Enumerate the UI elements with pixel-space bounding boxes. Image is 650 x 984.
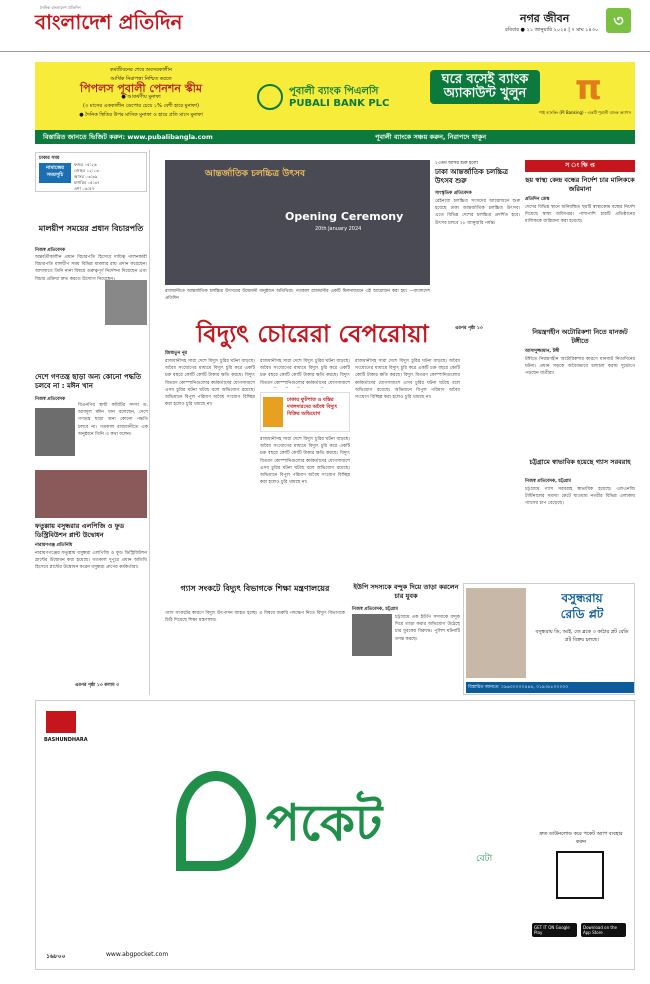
app-store-button[interactable]: Download on the App Store xyxy=(581,923,626,937)
article-headline[interactable]: গ্যাস সংকটে বিদ্যুৎ বিভাগকে শিক্ষা মন্ত্রণালয়ের xyxy=(180,584,330,593)
download-text: দ্রুত ডাউনলোড করে পকেট অ্যাপ ব্যবহার করুন xyxy=(539,831,623,845)
pocket-url[interactable]: www.abgpocket.com xyxy=(106,951,169,958)
plot-subtitle: রেডি প্লট xyxy=(560,607,604,621)
prayer-time: ফজর ০৫:২৬ xyxy=(74,162,97,167)
article-headline[interactable]: ঢাকা আন্তর্জাতিক চলচ্চিত্র উৎসব শুরু xyxy=(435,168,508,185)
prayer-times-list xyxy=(74,162,100,192)
ad-line: কর্মজীবনের শেষে অবসরকালীন xyxy=(110,67,172,73)
section-name: নগর জীবন xyxy=(520,12,570,25)
article-headline[interactable]: ইউপি সদস্যকে বন্দুক দিয়ে তাড়া করলেন চার যুবক xyxy=(353,583,459,600)
photo-caption: রাজধানীতে আন্তর্জাতিক চলচ্চিত্র উৎসবের উদ্বোধনী অনুষ্ঠানে অতিথিরা। গতকাল রাজধানীর একটি মিলনায়তনে এই আয়োজন করা হয়। —বাংলাদেশ প্রতিদিন xyxy=(165,289,430,302)
lead-body-col2b: রাজধানীসহ সারা দেশে বিদ্যুৎ চুরির ঘটনা বাড়ছে। অবৈধ সংযোগের মাধ্যমে বিদ্যুৎ চুরি করে একটি চক্র বছরে কোটি কোটি টাকার ক্ষতি করছে। বিদ্যুৎ বিতরণ কোম্পানিগুলোর কর্মকর্তাদের যোগসাজশে এসব চুরির ঘটনা ঘটছে বলে অভিযোগ রয়েছে। অভিযানে বিপুল পরিমাণ অবৈধ সংযোগ বিচ্ছিন্ন করা হলেও চুরি থামছে না। xyxy=(260,437,350,486)
lead-body-col1: রাজধানীসহ সারা দেশে বিদ্যুৎ চুরির ঘটনা বাড়ছে। অবৈধ সংযোগের মাধ্যমে বিদ্যুৎ চুরি করে একটি চক্র বছরে কোটি কোটি টাকার ক্ষতি করছে। বিদ্যুৎ বিতরণ কোম্পানিগুলোর কর্মকর্তাদের যোগসাজশে এসব চুরির ঘটনা ঘটছে বলে অভিযোগ রয়েছে। অভিযানে বিপুল পরিমাণ অবৈধ সংযোগ বিচ্ছিন্ন করা হলেও চুরি থামছে না। xyxy=(165,359,255,408)
hotline-number: ১৬৮০০ xyxy=(46,953,66,960)
masthead-tagline: দৈনিক বাংলাদেশ প্রতিদিন xyxy=(40,5,81,10)
left-column xyxy=(35,150,150,695)
photo-ceremony-text: Opening Ceremony xyxy=(285,210,404,223)
masthead[interactable]: বাংলাদেশ প্রতিদিন xyxy=(35,10,183,34)
brand-name: BASHUNDHARA xyxy=(44,737,88,743)
ad-bullet: (৩ মাসের এককালীন ডেপোর চেয়ে ১% বেশী হারে মুনাফা) xyxy=(83,103,199,109)
ad-website[interactable]: বিস্তারিত জানতে ভিজিট করুন: www.pubalibangla.com xyxy=(43,133,213,141)
plot-contact: বিস্তারিত জানতে: ০৯৬০০০০০৪৪৪, ০১৯৩৮৮০০০০০ xyxy=(466,682,634,693)
article-body: গ্যাস সংকটের কারণে বিদ্যুৎ উৎপাদন ব্যাহত হচ্ছে। এ বিষয়ে জরুরি পদক্ষেপ নিতে বিদ্যুৎ বিভাগকে চিঠি দিয়েছে শিক্ষা মন্ত্রণালয়। xyxy=(165,611,345,624)
byline: নিজস্ব প্রতিবেদক, চট্টগ্রাম xyxy=(352,607,398,612)
pocket-brand-text: পকেট xyxy=(266,794,383,852)
electric-pole-icon xyxy=(263,397,283,427)
lead-body-col3: রাজধানীসহ সারা দেশে বিদ্যুৎ চুরির ঘটনা বাড়ছে। অবৈধ সংযোগের মাধ্যমে বিদ্যুৎ চুরি করে একটি চক্র বছরে কোটি কোটি টাকার ক্ষতি করছে। বিদ্যুৎ বিতরণ কোম্পানিগুলোর কর্মকর্তাদের যোগসাজশে এসব চুরির ঘটনা ঘটছে বলে অভিযোগ রয়েছে। অভিযানে বিপুল পরিমাণ অবৈধ সংযোগ বিচ্ছিন্ন করা হলেও চুরি থামছে না। xyxy=(355,359,460,401)
lead-headline[interactable]: বিদ্যুৎ চোরেরা বেপরোয়া xyxy=(196,320,429,348)
bashundhara-logo-icon xyxy=(46,711,76,733)
man-with-laptop-photo xyxy=(466,588,526,678)
article-body: রেইনবো চলচ্চিত্র সংসদের আয়োজনে শুরু হয়েছে ঢাকা আন্তর্জাতিক চলচ্চিত্র উৎসব। এতে বিভিন্ন দেশের চলচ্চিত্র প্রদর্শিত হবে। উৎসব চলবে ২৮ জানুয়ারি পর্যন্ত। xyxy=(435,199,520,226)
byline: আসাদুজ্জামান, টঙ্গী xyxy=(525,349,560,354)
byline: জিন্নাতুন নূর xyxy=(165,351,187,356)
lead-body-col2: রাজধানীসহ সারা দেশে বিদ্যুৎ চুরির ঘটনা বাড়ছে। অবৈধ সংযোগের মাধ্যমে বিদ্যুৎ চুরি করে একটি চক্র বছরে কোটি কোটি টাকার ক্ষতি করছে। বিদ্যুৎ বিতরণ কোম্পানিগুলোর কর্মকর্তাদের যোগসাজশে xyxy=(260,359,350,386)
page-number-badge: ৩ xyxy=(606,8,631,33)
open-account-callout: ঘরে বসেই ব্যাংক অ্যাকাউন্ট খুলুন xyxy=(430,70,540,104)
byline: প্রতিদিন ডেস্ক xyxy=(525,197,550,202)
prayer-label: নামাজের সময়সূচি xyxy=(39,163,71,183)
ad-highlight: পিপলস পূবালী পেনশন স্কীম xyxy=(80,82,202,95)
pubali-bank-ad[interactable] xyxy=(35,62,635,130)
prayer-time: জোহর ১২:১৩ xyxy=(74,168,99,173)
plant-opening-photo xyxy=(35,470,147,518)
film-festival-article xyxy=(435,160,520,330)
article-body: টঙ্গীতে নিয়ন্ত্রণহীন অটোরিকশার কারণে যানজট নিত্যদিনের ঘটনা। প্রধান সড়কে অবৈধভাবে চলাচল করায় দুর্ভোগে পড়ছেন যাত্রীরা। xyxy=(525,357,635,377)
pi-banking-caption: পাই ব্যাংকিং (PI Banking) - একটি পূবালী ব্যাংক অ্যাপস xyxy=(538,110,632,115)
ad-slogan: পূবালী ব্যাংকে সঞ্চয় করুন, নিরাপদে থাকুন xyxy=(375,133,487,141)
beta-label: বেটা xyxy=(476,854,493,864)
moin-khan-photo xyxy=(35,408,75,456)
pubali-ad-strip xyxy=(35,130,635,144)
byline: নারায়ণগঞ্জ প্রতিনিধি xyxy=(35,543,73,548)
pocket-logo-icon xyxy=(176,771,256,871)
ad-bullet: ● দৈনিক স্থিতির উপর মাসিক মুনাফা ও হারে প্রতি মাসে মুনাফা xyxy=(79,112,203,118)
article-body: বিএনপির স্থায়ী কমিটির সদস্য ড. আবদুল মঈন খান বলেছেন, দেশে গণতন্ত্র ছাড়া অন্য কোনো পদ্ধতি চলবে না। গতকাল রাজধানীতে এক অনুষ্ঠানে তিনি এ কথা বলেন। xyxy=(78,403,148,437)
plot-desc: বসুন্ধরায় ডি, আই, জে ব্লকে ৩ কাঠার প্লট রেডি প্লট বিক্রয় চলছে। xyxy=(535,629,629,643)
byline: সাংস্কৃতিক প্রতিবেদক xyxy=(435,191,472,196)
article-body: চট্টগ্রামে গ্যাস সরবরাহ স্বাভাবিক হয়েছে। এলএনজি টার্মিনালের সমস্যা কেটে যাওয়ায় নগরীর বিভিন্ন এলাকায় গ্যাসের চাপ বেড়েছে। xyxy=(525,487,635,507)
ad-bullet: ● আকর্ষণীয় মুনাফা xyxy=(121,94,161,100)
right-column xyxy=(525,160,635,580)
bank-name-en: PUBALI BANK PLC xyxy=(289,98,390,109)
sidebar-title[interactable]: ঢাকায় ফুটপাত ও বস্তির দখলদারদের অবৈধ বিদ্যুৎ বিক্রির অভিযোগ xyxy=(287,397,338,417)
prayer-title: ঢাকার সময় xyxy=(39,156,60,161)
article-headline[interactable]: চট্টগ্রামে স্বাভাবিক হয়েছে গ্যাস সরবরাহ xyxy=(529,458,631,466)
continuation-note[interactable]: এরপর পৃষ্ঠা ১৩ xyxy=(455,326,483,331)
continuation-note[interactable]: এরপর পৃষ্ঠা ১৩ কলাম ৩ xyxy=(75,683,120,688)
briefs-label: স ং ক্ষি প্ত xyxy=(525,160,635,172)
pension-scheme-text xyxy=(41,66,241,120)
kicker: ২৩তম আসর শুরু হলো xyxy=(435,161,478,166)
qr-code-icon xyxy=(556,851,604,899)
prayer-time: আসর ০৩:৩৯ xyxy=(74,174,98,179)
photo-banner-text: আন্তর্জাতিক চলচ্চিত্র উৎসব xyxy=(205,169,305,179)
article-body: চট্টগ্রামে এক ইউপি সদস্যকে বন্দুক দিয়ে তাড়া করার অভিযোগ উঠেছে চার যুবকের বিরুদ্ধে। পুলিশ ঘটনাটি তদন্ত করছে। xyxy=(395,615,460,642)
article-headline[interactable]: ফতুল্লায় বসুন্ধরার এলপিজি ও ফুড ডিস্ট্রিবিউশন প্লান্ট উদ্বোধন xyxy=(35,522,125,539)
google-play-button[interactable]: GET IT ON Google Play xyxy=(532,923,577,937)
page-header xyxy=(0,0,650,52)
prayer-time: মাগরিব ০৫:৩৭ xyxy=(74,180,100,185)
prayer-times-box xyxy=(35,152,147,192)
up-member-photo xyxy=(352,614,392,656)
photo-ceremony-date: 20th January 2024 xyxy=(315,226,362,232)
bank-name-bn: পূবালী ব্যাংক পিএলসি xyxy=(289,86,379,97)
lead-sidebar-box xyxy=(260,392,350,432)
ready-plot-ad[interactable] xyxy=(463,583,635,695)
article-headline[interactable]: ছয় স্বাস্থ্য কেন্দ্র বন্ধের নির্দেশ চার মালিককে জরিমানা xyxy=(525,176,635,193)
article-headline[interactable]: মালয়ীপ সময়ের প্রধান বিচারপতি xyxy=(38,224,144,233)
byline: নিজস্ব প্রতিবেদক, চট্টগ্রাম xyxy=(525,479,571,484)
byline: নিজস্ব প্রতিবেদক xyxy=(35,248,66,253)
pubali-logo-icon xyxy=(257,84,283,110)
ad-line: আর্থিক নিরাপত্তা নিশ্চিত করতে xyxy=(110,76,172,82)
byline: নিজস্ব প্রতিবেদক xyxy=(35,397,66,402)
plot-title: বসুন্ধরায় xyxy=(561,591,603,605)
pi-banking-icon: π xyxy=(575,68,602,108)
article-headline[interactable]: দেশে গণতন্ত্র ছাড়া অন্য কোনো পদ্ধতি চলবে না : মঈন খান xyxy=(35,373,142,390)
article-body: দেশের বিভিন্ন স্থানে অনিবন্ধিত ছয়টি স্বাস্থ্যকেন্দ্র বন্ধের নির্দেশ দিয়েছে স্বাস্থ্য অধিদপ্তর। পাশাপাশি চারটি প্রতিষ্ঠানের মালিককে জরিমানা করা হয়েছে। xyxy=(525,205,635,225)
pubali-bank-logo xyxy=(257,84,422,112)
article-body: অন্তর্বর্তীকালীন প্রধান বিচারপতি হিসেবে দায়িত্ব পালনকারী বিচারপতি মালয়ীপ সময় বিভিন্ন মামলার রায় প্রদান করেছেন। আদালতে তিনি নানা বিষয়ে গুরুত্বপূর্ণ নির্দেশনা দিয়েছেন এবং বিচার প্রক্রিয়া দ্রুত করতে উদ্যোগ নিয়েছেন। xyxy=(35,255,147,282)
article-headline[interactable]: নিয়ন্ত্রণহীন অটোরিকশা নিতে যানজট টঙ্গীতে xyxy=(532,328,628,345)
film-festival-photo xyxy=(165,160,430,285)
prayer-time: এশা ০৬:৫৭ xyxy=(74,186,95,191)
pocket-app-ad[interactable] xyxy=(35,700,635,970)
issue-date: রবিবার ● ২১ জানুয়ারি ২০২৪ | ৭ মাঘ ১৪৩০ xyxy=(505,27,599,33)
article-body: নারায়ণগঞ্জের ফতুল্লায় বসুন্ধরা এলপিজি ও ফুড ডিস্ট্রিবিউশন প্লান্টের উদ্বোধন করা হয়েছে। গতকাল দুপুরে প্রধান অতিথি হিসেবে প্লান্টের উদ্বোধন করেন বসুন্ধরা গ্রুপের কর্মকর্তারা। xyxy=(35,551,147,571)
